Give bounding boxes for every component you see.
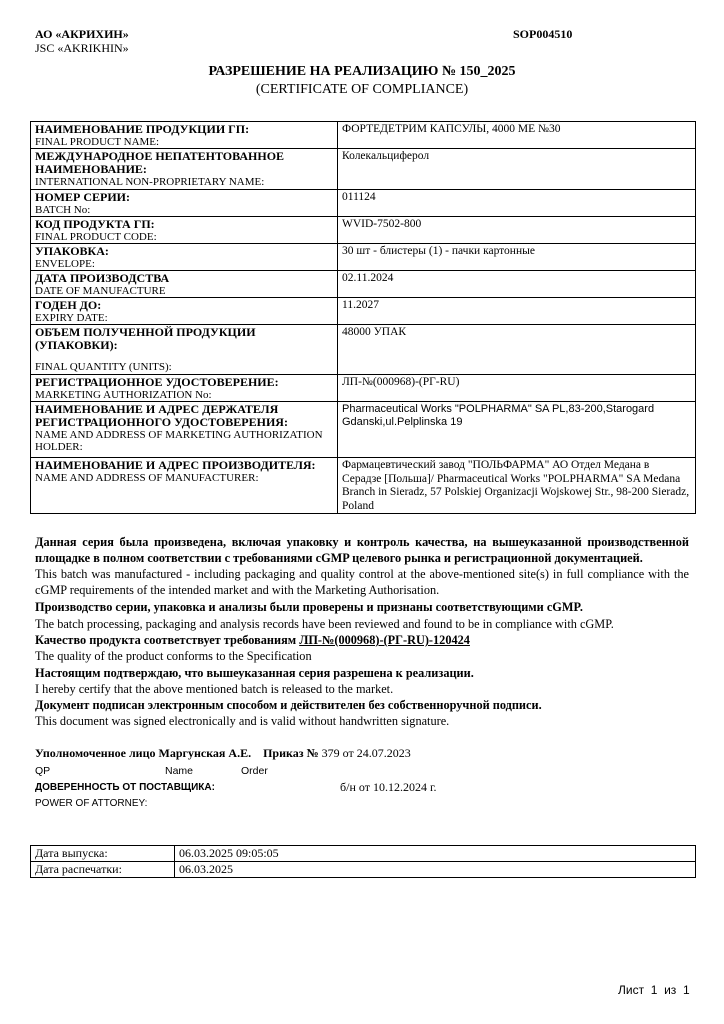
row-value: WVID-7502-800 xyxy=(338,217,696,244)
table-row xyxy=(31,298,696,325)
poa-label-ru: ДОВЕРЕННОСТЬ ОТ ПОСТАВЩИКА: xyxy=(35,782,215,793)
row-label-ru: УПАКОВКА: xyxy=(35,244,109,258)
date-label: Дата выпуска: xyxy=(31,846,175,862)
table-row xyxy=(31,846,696,862)
statement-5-ru: Документ подписан электронным способом и действителен без собственноручной подписи. xyxy=(35,698,542,712)
row-label-ru: НАИМЕНОВАНИЕ ПРОДУКЦИИ ГП: xyxy=(35,122,250,136)
row-label-ru: НАИМЕНОВАНИЕ И АДРЕС ДЕРЖАТЕЛЯ РЕГИСТРАЦИОННОГО УДОСТОВЕРЕНИЯ: xyxy=(35,402,288,429)
table-row xyxy=(31,458,696,514)
row-value: 48000 УПАК xyxy=(338,325,696,375)
statement-2-en: The batch processing, packaging and analysis records have been reviewed and found to be in compliance with cGMP. xyxy=(35,617,614,631)
table-row xyxy=(31,271,696,298)
row-value: ЛП-№(000968)-(РГ-RU) xyxy=(338,375,696,402)
document-subtitle: (CERTIFICATE OF COMPLIANCE) xyxy=(255,82,469,97)
row-label-en: EXPIRY DATE: xyxy=(35,312,108,324)
order-label: Приказ № xyxy=(263,746,319,760)
row-value: Pharmaceutical Works "POLPHARMA" SA PL,83-200,Starogard Gdanski,ul.Pelplinska 19 xyxy=(338,402,696,458)
row-label-en: ENVELOPE: xyxy=(35,258,95,270)
row-label-ru: НОМЕР СЕРИИ: xyxy=(35,190,130,204)
poa-label-en: POWER OF ATTORNEY: xyxy=(35,798,148,809)
row-label-ru: НАИМЕНОВАНИЕ И АДРЕС ПРОИЗВОДИТЕЛЯ: xyxy=(35,458,316,472)
statement-1-en: This batch was manufactured - including packaging and quality control at the above-mentioned site(s) in full compliance with the cGMP requirements of the intended market and with the Marketing Authorisation. xyxy=(35,567,689,597)
row-label-ru: ГОДЕН ДО: xyxy=(35,298,102,312)
company-name-ru: АО «АКРИХИН» xyxy=(35,27,129,41)
statement-4-en: I hereby certify that the above mentioned batch is released to the market. xyxy=(35,682,394,696)
statement-4-ru: Настоящим подтверждаю, что вышеуказанная серия разрешена к реализации. xyxy=(35,666,474,680)
row-label-ru: КОД ПРОДУКТА ГП: xyxy=(35,217,155,231)
table-row xyxy=(31,402,696,458)
row-label-en: MARKETING AUTHORIZATION No: xyxy=(35,389,212,401)
row-label-ru: ОБЪЕМ ПОЛУЧЕННОЙ ПРОДУКЦИИ (УПАКОВКИ): xyxy=(35,325,256,352)
order-number: 379 от 24.07.2023 xyxy=(321,746,411,760)
table-row xyxy=(31,190,696,217)
row-label-en: DATE OF MANUFACTURE xyxy=(35,285,166,297)
date-value: 06.03.2025 xyxy=(175,862,696,878)
row-label-en: FINAL PRODUCT CODE: xyxy=(35,231,157,243)
statement-3-prefix: Качество продукта соответствует требованиям xyxy=(35,633,297,647)
row-label-en: NAME AND ADDRESS OF MANUFACTURER: xyxy=(35,472,259,484)
name-label: Name xyxy=(165,765,194,777)
row-label-en: BATCH No: xyxy=(35,204,91,216)
table-row xyxy=(31,244,696,271)
qp-label: QP xyxy=(35,765,51,777)
table-row xyxy=(31,122,696,149)
page-counter: Лист 1 из 1 xyxy=(618,983,690,997)
dates-table xyxy=(30,845,696,878)
date-value: 06.03.2025 09:05:05 xyxy=(175,846,696,862)
order-en-label: Order xyxy=(241,765,268,777)
row-label-en: FINAL QUANTITY (UNITS): xyxy=(35,361,172,373)
row-value: Колекальциферол xyxy=(338,149,696,190)
row-value: Фармацевтический завод "ПОЛЬФАРМА" АО Отдел Медана в Серадзе [Польша]/ Pharmaceutical Works "POLPHARMA" SA Medana Branch in Sieradz, 57 Polskiej Organizacji Wojskowej Str., 98-200 Sieradz, Poland xyxy=(338,458,696,514)
table-row xyxy=(31,375,696,402)
statement-3-en: The quality of the product conforms to the Specification xyxy=(35,649,312,663)
row-value: 30 шт - блистеры (1) - пачки картонные xyxy=(338,244,696,271)
row-label-ru: РЕГИСТРАЦИОННОЕ УДОСТОВЕРЕНИЕ: xyxy=(35,375,279,389)
row-value: 02.11.2024 xyxy=(338,271,696,298)
row-value: 011124 xyxy=(338,190,696,217)
company-block xyxy=(35,27,129,55)
row-label-en: NAME AND ADDRESS OF MARKETING AUTHORIZATION HOLDER: xyxy=(35,429,323,453)
company-name-en: JSC «AKRIKHIN» xyxy=(35,41,129,55)
row-label-en: INTERNATIONAL NON-PROPRIETARY NAME: xyxy=(35,176,265,188)
date-label: Дата распечатки: xyxy=(31,862,175,878)
statement-3-ru xyxy=(35,632,689,648)
authorized-person xyxy=(35,746,411,761)
table-row xyxy=(31,217,696,244)
statement-5-en: This document was signed electronically and is valid without handwritten signature. xyxy=(35,714,450,728)
product-info-table xyxy=(30,121,696,514)
statement-1-ru: Данная серия была произведена, включая упаковку и контроль качества, на вышеуказанной производственной площадке в полном соответствии с требованиями cGMP целевого рынка и регистрационной документацией. xyxy=(35,535,689,565)
authorized-person-name: Уполномоченное лицо Маргунская А.Е. xyxy=(35,746,252,760)
row-value: 11.2027 xyxy=(338,298,696,325)
specification-reference: ЛП-№(000968)-(РГ-RU)-120424 xyxy=(299,633,470,647)
row-label-ru: ДАТА ПРОИЗВОДСТВА xyxy=(35,271,170,285)
row-value: ФОРТЕДЕТРИМ КАПСУЛЫ, 4000 МЕ №30 xyxy=(338,122,696,149)
table-row xyxy=(31,862,696,878)
document-title: РАЗРЕШЕНИЕ НА РЕАЛИЗАЦИЮ № 150_2025 xyxy=(208,64,516,79)
poa-value: б/н от 10.12.2024 г. xyxy=(340,780,437,794)
statement-2-ru: Производство серии, упаковка и анализы были проверены и признаны соответствующими cGMP. xyxy=(35,600,583,614)
table-row xyxy=(31,149,696,190)
row-label-ru: МЕЖДУНАРОДНОЕ НЕПАТЕНТОВАННОЕ НАИМЕНОВАНИЕ: xyxy=(35,149,285,176)
table-row xyxy=(31,325,696,375)
sop-number: SOP004510 xyxy=(513,27,573,41)
row-label-en: FINAL PRODUCT NAME: xyxy=(35,136,160,148)
